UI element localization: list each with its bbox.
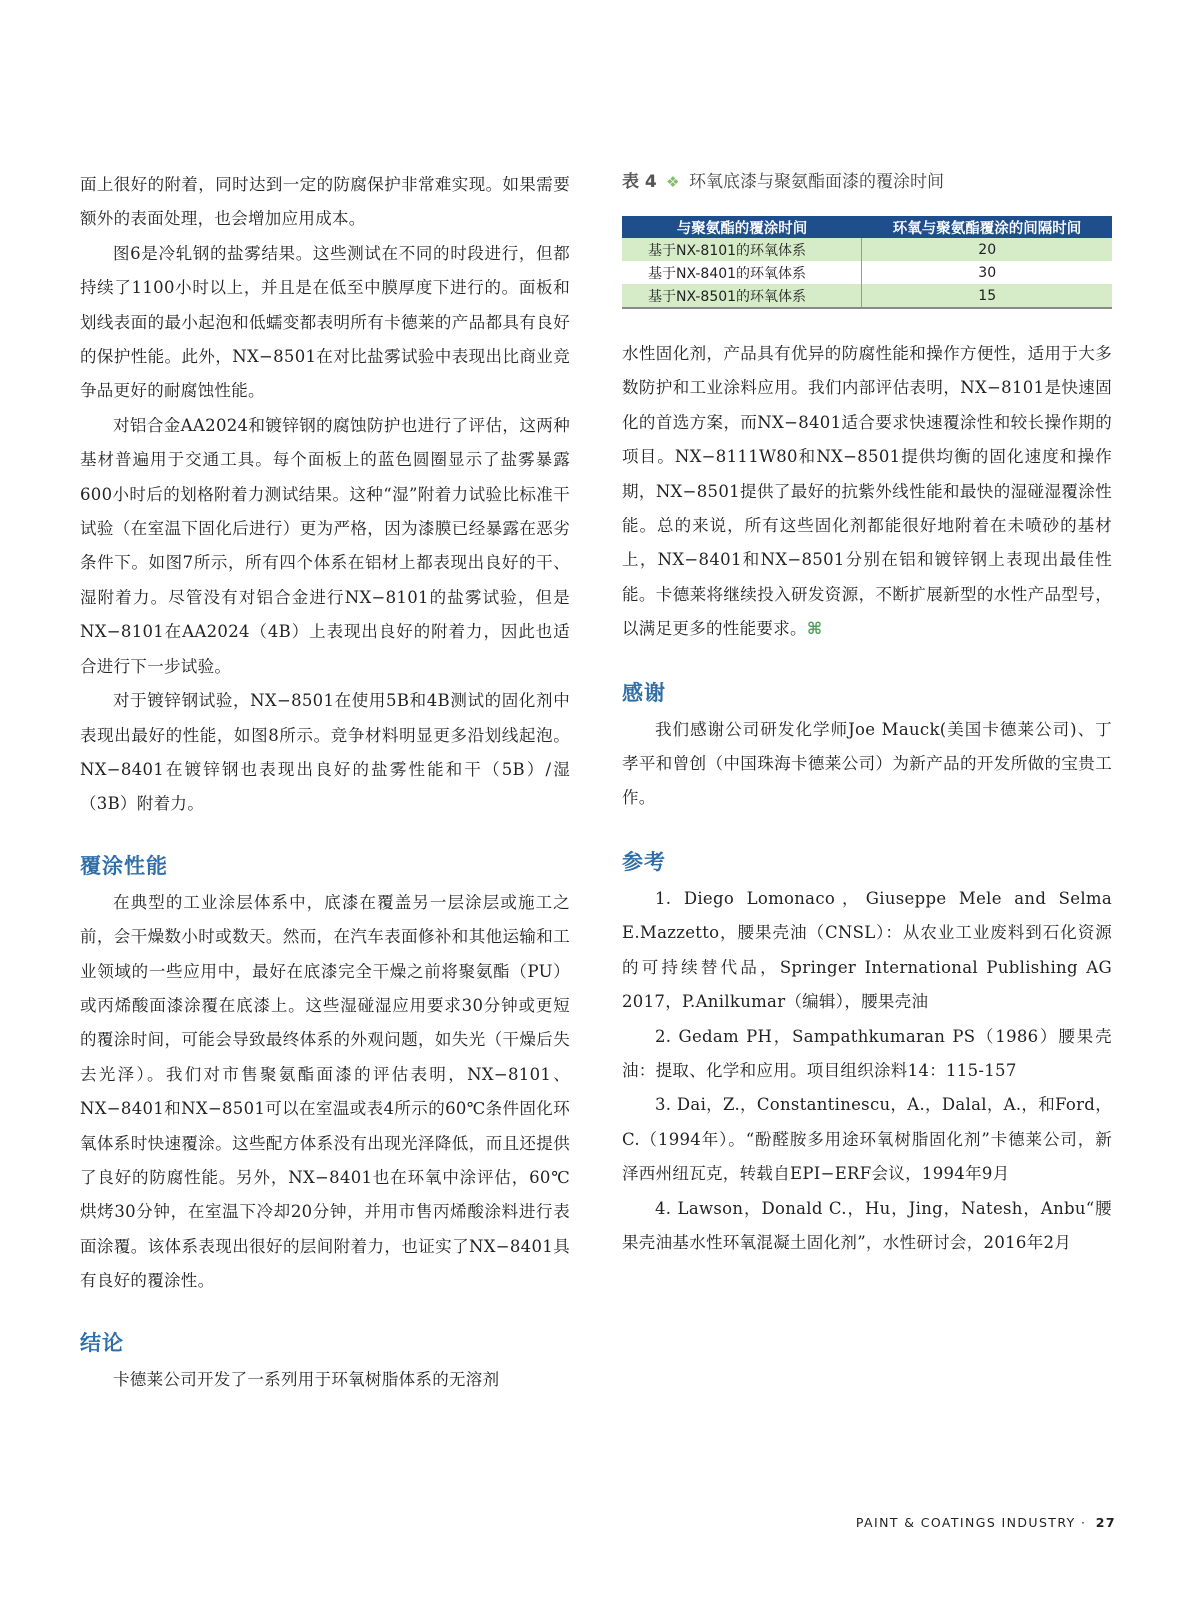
section-heading-thanks: 感谢 [622,680,666,705]
left-column [80,168,570,1397]
recoat-time-table [622,216,1112,309]
table-header-row [622,216,1112,238]
section-heading-recoat: 覆涂性能 [80,853,168,878]
table-row [622,284,1112,308]
body-paragraph: 在典型的工业涂层体系中，底漆在覆盖另一层涂层或施工之前，会干燥数小时或数天。然而，在汽车表面修补和其他运输和工业领域的一些应用中，最好在底漆完全干燥之前将聚氨酯（PU）或丙烯酸面漆涂覆在底漆上。这些湿碰湿应用要求30分钟或更短的覆涂时间，可能会导致最终体系的外观问题，如失光（干燥后失去光泽）。我们对市售聚氨酯面漆的评估表明，NX−8101、NX−8401和NX−8501可以在室温或表4所示的60℃条件固化环氧体系时快速覆涂。这些配方体系没有出现光泽降低，而且还提供了良好的防腐性能。另外，NX−8401也在环氧中涂评估，60℃烘烤30分钟，在室温下冷却20分钟，并用市售丙烯酸涂料进行表面涂覆。该体系表现出很好的层间附着力，也证实了NX−8401具有良好的覆涂性。 [80,892,570,1291]
table-row [622,261,1112,284]
end-mark-icon: ⌘ [806,619,823,639]
table-cell: 基于NX-8101的环氧体系 [622,238,862,261]
table-label: 表 4 [622,172,657,192]
right-column [622,168,1112,1260]
body-paragraph: 图6是冷轧钢的盐雾结果。这些测试在不同的时段进行，但都持续了1100小时以上，并且是在低至中膜厚度下进行的。面板和划线表面的最小起泡和低蠕变都表明所有卡德莱的产品都具有良好的保护性能。此外，NX−8501在对比盐雾试验中表现出比商业竞争品更好的耐腐蚀性能。 [80,243,570,401]
page-footer [856,1515,1116,1530]
table-cell: 30 [862,261,1112,284]
footer-separator: · [1081,1515,1087,1530]
body-paragraph: 对于镀锌钢试验，NX−8501在使用5B和4B测试的固化剂中表现出最好的性能，如图8所示。竞争材料明显更多沿划线起泡。NX−8401在镀锌钢也表现出良好的盐雾性能和干（5B）/湿（3B）附着力。 [80,691,570,814]
conclusion-text: 水性固化剂，产品具有优异的防腐性能和操作方便性，适用于大多数防护和工业涂料应用。我们内部评估表明，NX−8101是快速固化的首选方案，而NX−8401适合要求快速覆涂性和较长操作期的项目。NX−8111W80和NX−8501提供均衡的固化速度和操作期，NX−8501提供了最好的抗紫外线性能和最快的湿碰湿覆涂性能。总的来说，所有这些固化剂都能很好地附着在未喷砂的基材上，NX−8401和NX−8501分别在铝和镀锌钢上表现出最佳性能。卡德莱将继续投入研发资源，不断扩展新型的水性产品型号，以满足更多的性能要求。 [622,344,1112,639]
table-row [622,238,1112,261]
table-cell: 基于NX-8401的环氧体系 [648,265,807,282]
table-cell: 15 [862,284,1112,308]
reference-item: 3. Dai，Z.，Constantinescu，A.，Dalal，A.，和Ford，C.（1994年）。“酚醛胺多用途环氧树脂固化剂”卡德莱公司，新泽西州纽瓦克，转载自EPI−ERF会议，1994年9月 [622,1095,1112,1184]
table-caption [622,168,1112,196]
table-4 [622,168,1112,309]
body-paragraph: 对铝合金AA2024和镀锌钢的腐蚀防护也进行了评估，这两种基材普遍用于交通工具。每个面板上的蓝色圆圈显示了盐雾暴露600小时后的划格附着力测试结果。这种“湿”附着力试验比标准干试验（在室温下固化后进行）更为严格，因为漆膜已经暴露在恶劣条件下。如图7所示，所有四个体系在铝材上都表现出良好的干、湿附着力。尽管没有对铝合金进行NX−8101的盐雾试验，但是NX−8101在AA2024（4B）上表现出良好的附着力，因此也适合进行下一步试验。 [80,415,570,676]
body-paragraph: 我们感谢公司研发化学师Joe Mauck(美国卡德莱公司)、丁孝平和曾创（中国珠海卡德莱公司）为新产品的开发所做的宝贵工作。 [622,719,1112,808]
body-paragraph [622,337,1112,647]
table-cell: 基于NX-8501的环氧体系 [622,284,862,308]
table-cell: 20 [862,238,1112,261]
page-number: 27 [1095,1515,1116,1530]
table-title: 环氧底漆与聚氨酯面漆的覆涂时间 [689,172,945,192]
journal-name: PAINT & COATINGS INDUSTRY [855,1515,1076,1530]
reference-item: 1. Diego Lomonaco，Giuseppe Mele and Selma E.Mazzetto，腰果壳油（CNSL）：从农业工业废料到石化资源的可持续替代品，Springer International Publishing AG 2017，P.Anilkumar（编辑），腰果壳油 [622,888,1112,1012]
body-paragraph: 面上很好的附着，同时达到一定的防腐保护非常难实现。如果需要额外的表面处理，也会增加应用成本。 [80,175,570,229]
reference-item: 4. Lawson，Donald C.，Hu，Jing，Natesh，Anbu“腰果壳油基水性环氧混凝土固化剂”，水性研讨会，2016年2月 [622,1198,1112,1252]
section-heading-refs: 参考 [622,849,666,874]
section-heading-conclusion: 结论 [80,1330,124,1355]
table-header-cell: 与聚氨酯的覆涂时间 [622,216,862,238]
diamond-icon: ❖ [666,173,680,191]
reference-item: 2. Gedam PH，Sampathkumaran PS（1986）腰果壳油：提取、化学和应用。项目组织涂料14：115‑157 [622,1026,1112,1080]
table-header-cell: 环氧与聚氨酯覆涂的间隔时间 [862,216,1112,238]
body-paragraph: 卡德莱公司开发了一系列用于环氧树脂体系的无溶剂 [113,1369,500,1389]
